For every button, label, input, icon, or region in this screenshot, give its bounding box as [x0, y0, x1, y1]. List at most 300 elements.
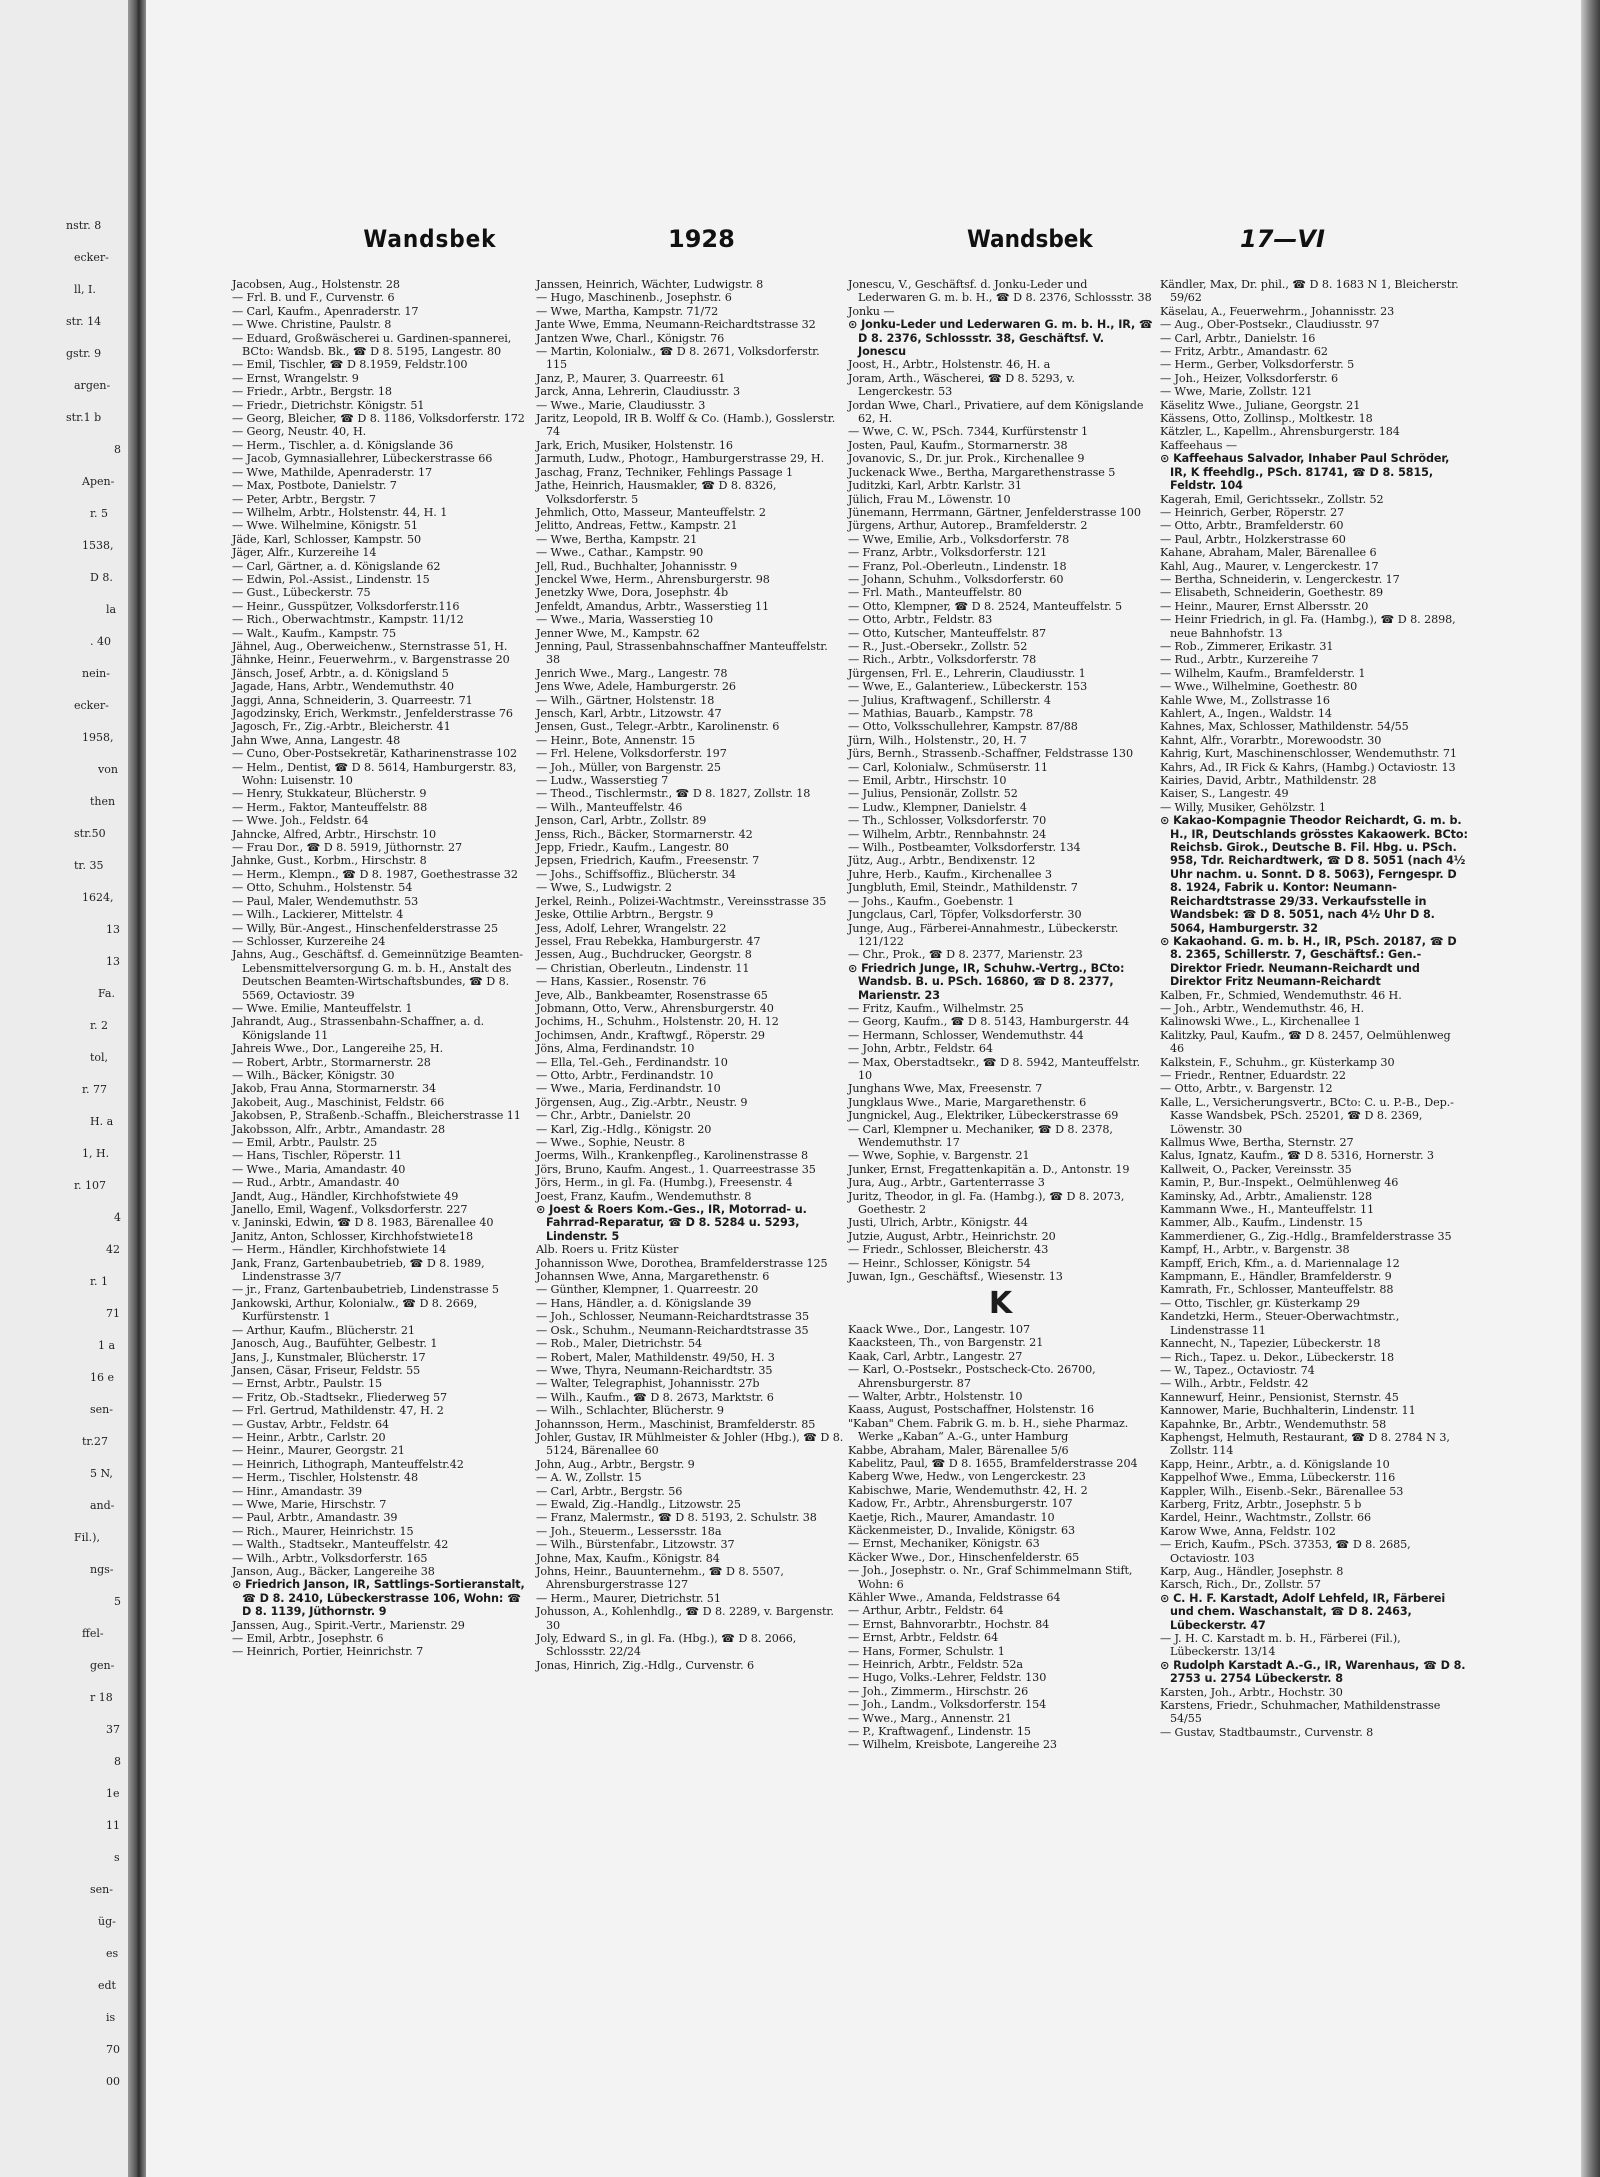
directory-entry: — Wwe., Marie, Claudiusstr. 3 [536, 398, 706, 412]
directory-entry: Käcker Wwe., Dor., Hinschenfelderstr. 65 [848, 1550, 1080, 1564]
directory-entry: Karberg, Fritz, Arbtr., Josephstr. 5 b [1160, 1497, 1362, 1511]
directory-entry: — Emil, Arbtr., Hirschstr. 10 [848, 774, 1007, 788]
directory-entry: — Chr., Arbtr., Danielstr. 20 [536, 1109, 691, 1123]
cropped-text-fragment: Fa. [98, 987, 115, 1000]
directory-entry: Johannsson, Herm., Maschinist, Bramfelderstr. 85 [536, 1417, 816, 1431]
directory-entry: — Rob., Zimmerer, Erikastr. 31 [1160, 639, 1334, 653]
directory-entry: — Arthur, Kaufm., Blücherstr. 21 [232, 1323, 415, 1337]
directory-entry: Kalkstein, F., Schuhm., gr. Küsterkamp 30 [1160, 1055, 1395, 1069]
directory-entry: Jochims, H., Schuhm., Holstenstr. 20, H. 12 [536, 1015, 779, 1029]
cropped-text-fragment: and- [90, 1499, 115, 1512]
cropped-text-fragment: str.1 b [66, 411, 102, 424]
directory-entry: — Ella, Tel.-Geh., Ferdinandstr. 10 [536, 1055, 728, 1069]
directory-entry: — Heinr., Maurer, Ernst Albersstr. 20 [1160, 599, 1369, 613]
directory-entry: — Fritz, Kaufm., Wilhelmstr. 25 [848, 1001, 1024, 1015]
directory-entry: Kampf, H., Arbtr., v. Bargenstr. 38 [1160, 1243, 1350, 1257]
directory-entry: Kalus, Ignatz, Kaufm., ☎ D 8. 5316, Hornerstr. 3 [1160, 1149, 1434, 1163]
directory-entry: Jäde, Karl, Schlosser, Kampstr. 50 [232, 532, 421, 546]
directory-entry: Kamin, P., Bur.-Inspekt., Oelmühlenweg 46 [1160, 1176, 1399, 1190]
cropped-text-fragment: s [114, 1851, 120, 1864]
directory-entry: Jelitto, Andreas, Fettw., Kampstr. 21 [536, 519, 738, 533]
directory-entry: — Ernst, Mechaniker, Königstr. 63 [848, 1537, 1040, 1551]
directory-entry: Jakobsen, P., Straßenb.-Schaffn., Bleicherstrasse 11 [232, 1109, 521, 1123]
directory-entry: Jürn, Wilh., Holstenstr., 20, H. 7 [848, 733, 1027, 747]
directory-entry: Kampff, Erich, Kfm., a. d. Mariennalage 12 [1160, 1256, 1400, 1270]
directory-entry: — John, Arbtr., Feldstr. 64 [848, 1042, 993, 1056]
directory-entry: Jakobeit, Aug., Maschinist, Feldstr. 66 [232, 1095, 445, 1109]
cropped-text-fragment: 1 a [98, 1339, 116, 1352]
cropped-text-fragment: 4 [114, 1211, 121, 1224]
directory-entry: Jungnickel, Aug., Elektriker, Lübeckerstrasse 69 [848, 1109, 1119, 1123]
directory-entry: — Georg, Bleicher, ☎ D 8. 1186, Volksdorferstr. 172 [232, 412, 525, 426]
cropped-text-fragment: ll, I. [74, 283, 96, 296]
directory-entry: Kannower, Marie, Buchhalterin, Lindenstr. 11 [1160, 1404, 1416, 1418]
directory-entry: Kampmann, E., Händler, Bramfelderstr. 9 [1160, 1270, 1392, 1284]
cropped-text-fragment: r. 5 [90, 507, 109, 520]
directory-entry: — Mathias, Bauarb., Kampstr. 78 [848, 707, 1034, 720]
directory-entry: — Ludw., Klempner, Danielstr. 4 [848, 800, 1027, 814]
cropped-text-fragment: ecker- [74, 251, 109, 264]
directory-entry: — Emil, Tischler, ☎ D 8.1959, Feldstr.100 [232, 358, 468, 372]
directory-entry: ⊙ Friedrich Junge, IR, Schuhw.-Vertrg., BCto: Wandsb. B. u. PSch. 16860, ☎ D 8. 2377, Marienstr. 23 [848, 961, 1125, 1002]
directory-entry: — Joh., Müller, von Bargenstr. 25 [536, 760, 721, 774]
directory-entry: Kammer, Alb., Kaufm., Lindenstr. 15 [1160, 1216, 1363, 1230]
directory-entry: Juwan, Ign., Geschäftsf., Wiesenstr. 13 [848, 1270, 1063, 1284]
directory-entry: — Georg, Neustr. 40, H. [232, 425, 367, 439]
directory-entry: ⊙ Kakao-Kompagnie Theodor Reichardt, G. m. b. H., IR, Deutschlands grösstes Kakaowerk. BCto: Reichsb. Girok., Deutsche B. Fil. Hbg. u. PSch. 958, Tdr. Reichardtwerk, ☎ D 8. 5051 (nach 4½ Uhr nachm. u. Sonnt. D 8. 5063), Ferngespr. D 8. 1924, Fabrik u. Kontor: Neumann-Reichardtstrasse 29/33. Verkaufsstelle in Wandsbek: ☎ D 8. 5051, nach 4½ Uhr D 8. 5064, Hamburgerstr. 32 [1160, 814, 1468, 935]
directory-entry: Jenning, Paul, Strassenbahnschaffner Manteuffelstr. 38 [536, 639, 828, 667]
directory-entry: Janson, Aug., Bäcker, Langereihe 38 [232, 1565, 435, 1578]
directory-entry: — Rob., Maler, Dietrichstr. 54 [536, 1337, 703, 1351]
cropped-text-fragment: es [106, 1947, 119, 1960]
directory-entry: — Otto, Arbtr., Ferdinandstr. 10 [536, 1068, 714, 1082]
directory-entry: — Carl, Kaufm., Apenraderstr. 17 [232, 304, 419, 318]
directory-entry: — Hans, Händler, a. d. Königslande 39 [536, 1296, 752, 1310]
directory-entry: — Franz, Arbtr., Volksdorferstr. 121 [848, 546, 1048, 560]
directory-entry: Alb. Roers u. Fritz Küster [536, 1243, 679, 1257]
cropped-text-fragment: 70 [106, 2043, 120, 2056]
directory-entry: Jell, Rud., Buchhalter, Johannisstr. 9 [536, 559, 738, 573]
directory-entry: Johler, Gustav, IR Mühlmeister & Johler (Hbg.), ☎ D 8. 5124, Bärenallee 60 [536, 1430, 844, 1458]
directory-entry: Kaffeehaus — [1160, 438, 1237, 452]
cropped-text-fragment: 5 N, [90, 1467, 113, 1480]
directory-entry: — Wwe, Thyra, Neumann-Reichardtstr. 35 [536, 1363, 773, 1377]
directory-entry: — Carl, Klempner u. Mechaniker, ☎ D 8. 2378, Wendemuthstr. 17 [848, 1122, 1113, 1149]
directory-entry: — Ewald, Zig.-Handlg., Litzowstr. 25 [536, 1497, 741, 1511]
directory-entry: Jessen, Aug., Buchdrucker, Georgstr. 8 [536, 948, 752, 962]
cropped-text-fragment: von [98, 763, 118, 776]
directory-entry: Jakob, Frau Anna, Stormarnerstr. 34 [232, 1082, 437, 1096]
directory-entry: Jarck, Anna, Lehrerin, Claudiusstr. 3 [536, 385, 740, 399]
directory-entry: Jagodzinsky, Erich, Werkmstr., Jenfelderstrasse 76 [232, 707, 513, 720]
directory-entry: Jacobsen, Aug., Holstenstr. 28 [232, 278, 400, 291]
directory-entry: Jehmlich, Otto, Masseur, Manteuffelstr. 2 [536, 505, 766, 519]
directory-entry: Kammann Wwe., H., Manteuffelstr. 11 [1160, 1203, 1375, 1217]
directory-entry: — Heinrich, Arbtr., Feldstr. 52a [848, 1658, 1023, 1672]
directory-entry: Kahnes, Max, Schlosser, Mathildenstr. 54/55 [1160, 720, 1409, 734]
directory-entry: — Gust., Lübeckerstr. 75 [232, 586, 371, 600]
directory-entry: — Wwe., Maria, Ferdinandstr. 10 [536, 1082, 721, 1096]
directory-entry: Jans, J., Kunstmaler, Blücherstr. 17 [232, 1350, 426, 1364]
directory-entry: Jähnke, Heinr., Feuerwehrm., v. Bargenstrasse 20 [232, 653, 510, 667]
directory-entry: — Theod., Tischlermstr., ☎ D 8. 1827, Zollstr. 18 [536, 787, 811, 801]
cropped-text-fragment: 37 [106, 1723, 120, 1736]
directory-entry: — Otto, Arbtr., Feldstr. 83 [848, 613, 993, 627]
directory-entry: — Wwe. Wilhelmine, Königstr. 51 [232, 519, 418, 533]
directory-entry: — Ernst, Arbtr., Paulstr. 15 [232, 1377, 383, 1391]
cropped-text-fragment: str. 14 [66, 315, 102, 328]
directory-entry: Jantzen Wwe, Charl., Königstr. 76 [536, 331, 725, 345]
directory-entry: Käckenmeister, D., Invalide, Königstr. 63 [848, 1523, 1076, 1537]
cropped-text-fragment: Apen- [82, 475, 115, 488]
directory-entry: — Otto, Arbtr., v. Bargenstr. 12 [1160, 1082, 1333, 1096]
running-title-right: Wandsbek [966, 225, 1093, 253]
directory-entry: Kairies, David, Arbtr., Mathildenstr. 28 [1160, 774, 1377, 788]
directory-entry: Josten, Paul, Kaufm., Stormarnerstr. 38 [848, 438, 1068, 452]
directory-entry: Kallweit, O., Packer, Vereinsstr. 35 [1160, 1162, 1352, 1176]
directory-entry: Jaggi, Anna, Schneiderin, 3. Quarreestr. 71 [232, 693, 473, 707]
directory-entry: ⊙ Joest & Roers Kom.-Ges., IR, Motorrad- u. Fahrrad-Reparatur, ☎ D 8. 5284 u. 5293, Lindenstr. 5 [536, 1203, 807, 1243]
directory-entry: Kabbe, Abraham, Maler, Bärenallee 5/6 [848, 1443, 1069, 1457]
directory-entry: — Wilhelm, Kreisbote, Langereihe 23 [848, 1738, 1057, 1752]
directory-entry: Käselitz Wwe., Juliane, Georgstr. 21 [1160, 398, 1361, 412]
directory-entry: Kapp, Heinr., Arbtr., a. d. Königslande 10 [1160, 1457, 1390, 1471]
directory-entry: Jansen, Cäsar, Friseur, Feldstr. 55 [232, 1363, 421, 1377]
directory-entry: — Frl. B. und F., Curvenstr. 6 [232, 291, 395, 305]
directory-entry: Johusson, A., Kohlenhdlg., ☎ D 8. 2289, v. Bargenstr. 30 [536, 1605, 834, 1632]
directory-entry: Jahreis Wwe., Dor., Langereihe 25, H. [232, 1042, 444, 1056]
running-year: 1928 [668, 225, 735, 253]
directory-entry: — Rud., Arbtr., Amandastr. 40 [232, 1176, 400, 1190]
directory-entry: ⊙ Kakaohand. G. m. b. H., IR, PSch. 20187, ☎ D 8. 2365, Schillerstr. 7, Geschäftsf.: Gen.-Direktor Friedr. Neumann-Reichardt und Direktor Fritz Neumann-Reichardt [1160, 934, 1457, 989]
directory-entry: Kahane, Abraham, Maler, Bärenallee 6 [1160, 546, 1377, 560]
cropped-text-fragment: D 8. [90, 571, 113, 584]
directory-entry: — Herm., Händler, Kirchhofstwiete 14 [232, 1243, 447, 1257]
directory-entry: — Frl. Helene, Volksdorferstr. 197 [536, 747, 727, 761]
directory-entry: ⊙ Jonku-Leder und Lederwaren G. m. b. H., IR, ☎ D 8. 2376, Schlossstr. 38, Geschäftsf. V. Jonescu [848, 318, 1153, 359]
cropped-text-fragment: 11 [106, 1819, 120, 1832]
directory-entry: — P., Kraftwagenf., Lindenstr. 15 [848, 1725, 1031, 1739]
directory-entry: — Ernst, Arbtr., Feldstr. 64 [848, 1631, 999, 1645]
cropped-text-fragment: ngs- [90, 1563, 114, 1576]
directory-column-3 [848, 278, 1153, 1752]
directory-entry: Kahlert, A., Ingen., Waldstr. 14 [1160, 707, 1332, 720]
directory-entry: Jungclaus, Carl, Töpfer, Volksdorferstr. 30 [848, 908, 1082, 922]
directory-entry: — Heinr., Arbtr., Carlstr. 20 [232, 1430, 386, 1444]
directory-entry: Jobmann, Otto, Verw., Ahrensburgerstr. 40 [536, 1001, 774, 1015]
directory-entry: Kappler, Wilh., Eisenb.-Sekr., Bärenallee 53 [1160, 1484, 1404, 1498]
cropped-text-fragment: r 18 [90, 1691, 113, 1704]
cropped-text-fragment: 1958, [82, 731, 114, 744]
directory-entry: Jülich, Frau M., Löwenstr. 10 [848, 492, 1011, 506]
directory-entry: — Walth., Stadtsekr., Manteuffelstr. 42 [232, 1538, 449, 1552]
directory-entry: — Otto, Kutscher, Manteuffelstr. 87 [848, 626, 1046, 640]
directory-entry: Jens Wwe, Adele, Hamburgerstr. 26 [536, 680, 736, 694]
directory-entry: Jöns, Alma, Ferdinandstr. 10 [536, 1042, 695, 1056]
cropped-text-fragment: gen- [90, 1659, 115, 1672]
directory-entry: — Frau Dor., ☎ D 8. 5919, Jüthornstr. 27 [232, 841, 462, 855]
directory-entry: — Osk., Schuhm., Neumann-Reichardtstrasse 35 [536, 1323, 809, 1337]
directory-entry: Jürgensen, Frl. E., Lehrerin, Claudiusstr. 1 [848, 666, 1086, 680]
directory-entry: — Emil, Arbtr., Josephstr. 6 [232, 1632, 384, 1646]
directory-entry: — Wilh., Schlachter, Blücherstr. 9 [536, 1404, 724, 1418]
directory-entry: — Joh., Arbtr., Wendemuthstr. 46, H. [1160, 1001, 1364, 1015]
directory-entry: — Wwe. Joh., Feldstr. 64 [232, 814, 369, 828]
directory-entry: — Helm., Dentist, ☎ D 8. 5614, Hamburgerstr. 83, Wohn: Luisenstr. 10 [232, 760, 517, 788]
directory-entry: Jörs, Bruno, Kaufm. Angest., 1. Quarreestrasse 35 [536, 1162, 816, 1176]
directory-entry: Jank, Franz, Gartenbaubetrieb, ☎ D 8. 1989, Lindenstrasse 3/7 [232, 1256, 485, 1284]
directory-entry: — Karl, Zig.-Hdlg., Königstr. 20 [536, 1122, 712, 1136]
directory-entry: Joost, H., Arbtr., Holstenstr. 46, H. a [848, 358, 1051, 372]
directory-entry: — Ernst, Bahnvorarbtr., Hochstr. 84 [848, 1617, 1050, 1631]
directory-entry: Joram, Arth., Wäscherei, ☎ D 8. 5293, v. Lengerckestr. 53 [848, 371, 1075, 399]
directory-entry: Juditzki, Karl, Arbtr. Karlstr. 31 [848, 479, 1022, 493]
directory-entry: Kannecht, N., Tapezier, Lübeckerstr. 18 [1160, 1337, 1381, 1351]
directory-entry: Jenrich Wwe., Marg., Langestr. 78 [536, 666, 728, 680]
directory-entry: Kappelhof Wwe., Emma, Lübeckerstr. 116 [1160, 1471, 1396, 1485]
directory-entry: Kässens, Otto, Zollinsp., Moltkestr. 18 [1160, 412, 1373, 426]
directory-entry: — Carl, Arbtr., Danielstr. 16 [1160, 331, 1316, 345]
cropped-text-fragment: gstr. 9 [66, 347, 102, 360]
directory-entry: — Herm., Tischler, a. d. Königslande 36 [232, 438, 454, 452]
directory-entry: — Joh., Landm., Volksdorferstr. 154 [848, 1698, 1047, 1712]
directory-entry: Junghans Wwe, Max, Freesenstr. 7 [848, 1082, 1043, 1096]
directory-entry: Kabelitz, Paul, ☎ D 8. 1655, Bramfelderstrasse 204 [848, 1456, 1138, 1470]
directory-entry: Jeske, Ottilie Arbtrn., Bergstr. 9 [536, 908, 714, 922]
cropped-text-fragment: 1, H. [82, 1147, 110, 1160]
directory-entry: — Edwin, Pol.-Assist., Lindenstr. 15 [232, 572, 430, 586]
directory-entry: Jark, Erich, Musiker, Holstenstr. 16 [536, 438, 733, 452]
cropped-text-fragment: 16 e [90, 1371, 115, 1384]
cropped-text-fragment: then [90, 795, 116, 808]
directory-entry: — Martin, Kolonialw., ☎ D 8. 2671, Volksdorferstr. 115 [536, 345, 820, 372]
directory-entry: — Robert, Maler, Mathildenstr. 49/50, H. 3 [536, 1350, 775, 1364]
directory-entry: Kapahnke, Br., Arbtr., Wendemuthstr. 58 [1160, 1417, 1387, 1431]
directory-entry: Jungbluth, Emil, Steindr., Mathildenstr. 7 [848, 881, 1078, 895]
directory-entry: — Wwe. Emilie, Manteuffelstr. 1 [232, 1001, 413, 1015]
cropped-text-fragment: ffel- [82, 1627, 104, 1640]
column-3-j-entries [848, 278, 1153, 1283]
cropped-text-fragment: 8 [114, 1755, 121, 1768]
directory-entry: Jäger, Alfr., Kurzereihe 14 [232, 546, 377, 560]
cropped-text-fragment: tr.27 [82, 1435, 108, 1448]
cropped-text-fragment: 8 [114, 443, 121, 456]
directory-entry: Jankowski, Arthur, Kolonialw., ☎ D 8. 2669, Kurfürstenstr. 1 [232, 1296, 478, 1324]
directory-entry: — Paul, Arbtr., Amandastr. 39 [232, 1511, 398, 1525]
directory-entry: Karsch, Rich., Dr., Zollstr. 57 [1160, 1578, 1321, 1592]
directory-entry: John, Aug., Arbtr., Bergstr. 9 [536, 1457, 695, 1471]
directory-entry: — A. W., Zollstr. 15 [536, 1471, 642, 1485]
directory-entry: Juhre, Herb., Kaufm., Kirchenallee 3 [848, 867, 1052, 881]
cropped-text-fragment: r. 2 [90, 1019, 109, 1032]
directory-entry: — Max, Postbote, Danielstr. 7 [232, 479, 397, 493]
directory-entry: — Otto, Klempner, ☎ D 8. 2524, Manteuffelstr. 5 [848, 599, 1122, 613]
book-gutter [128, 0, 146, 2177]
directory-entry: Joerms, Wilh., Krankenpfleg., Karolinenstrasse 8 [536, 1149, 809, 1163]
directory-entry: — Paul, Maler, Wendemuthstr. 53 [232, 894, 419, 908]
directory-entry: Janello, Emil, Wagenf., Volksdorferstr. 227 [232, 1203, 468, 1217]
directory-entry: Kaak, Carl, Arbtr., Langestr. 27 [848, 1349, 1023, 1363]
directory-entry: — Hans, Tischler, Röperstr. 11 [232, 1149, 402, 1163]
page-number: 17—VI [1240, 225, 1325, 253]
directory-entry: Kahl, Aug., Maurer, v. Lengerckestr. 17 [1160, 559, 1379, 573]
directory-entry: — Joh., Zimmerm., Hirschstr. 26 [848, 1684, 1029, 1698]
directory-column-1 [232, 278, 532, 1659]
directory-entry: — Walt., Kaufm., Kampstr. 75 [232, 626, 397, 640]
directory-entry: Johne, Max, Kaufm., Königstr. 84 [536, 1551, 720, 1565]
cropped-text-fragment: r. 107 [74, 1179, 107, 1192]
cropped-text-fragment: sen- [90, 1403, 113, 1416]
cropped-text-fragment: tr. 35 [74, 859, 104, 872]
directory-entry: — Wwe, S., Ludwigstr. 2 [536, 881, 672, 895]
directory-entry: — Hugo, Volks.-Lehrer, Feldstr. 130 [848, 1671, 1047, 1685]
directory-entry: Kalitzky, Paul, Kaufm., ☎ D 8. 2457, Oelmühlenweg 46 [1160, 1028, 1451, 1056]
directory-entry: — Fritz, Arbtr., Amandastr. 62 [1160, 345, 1328, 359]
directory-entry: — Eduard, Großwäscherei u. Gardinen-spannerei, BCto: Wandsb. Bk., ☎ D 8. 5195, Langestr. 80 [232, 331, 512, 359]
directory-entry: — Wwe, E., Galanteriew., Lübeckerstr. 153 [848, 680, 1088, 694]
directory-entry: — Gustav, Stadtbaumstr., Curvenstr. 8 [1160, 1725, 1374, 1739]
directory-entry: — Erich, Kaufm., PSch. 37353, ☎ D 8. 2685, Octaviostr. 103 [1160, 1538, 1411, 1565]
directory-entry: — Wwe, Marie, Hirschstr. 7 [232, 1497, 387, 1511]
directory-entry: — Hans, Former, Schulstr. 1 [848, 1644, 1005, 1658]
directory-entry: Jaritz, Leopold, IR B. Wolff & Co. (Hamb.), Gosslerstr. 74 [536, 412, 836, 439]
directory-entry: Jahnke, Gust., Korbm., Hirschstr. 8 [232, 854, 427, 868]
cropped-text-fragment: nstr. 8 [66, 219, 102, 232]
directory-entry: Janosch, Aug., Baufühter, Gelbestr. 1 [232, 1337, 438, 1351]
directory-entry: — Wwe, Marie, Zollstr. 121 [1160, 385, 1313, 399]
directory-entry: Justi, Ulrich, Arbtr., Königstr. 44 [848, 1216, 1028, 1230]
directory-entry: Jenckel Wwe, Herm., Ahrensburgerstr. 98 [536, 572, 770, 586]
cropped-text-fragment: üg- [98, 1915, 116, 1928]
directory-entry: — Wwe. Christine, Paulstr. 8 [232, 318, 392, 332]
directory-entry: — Herm., Maurer, Dietrichstr. 51 [536, 1591, 721, 1605]
cropped-text-fragment: r. 1 [90, 1275, 109, 1288]
directory-entry: Jütz, Aug., Arbtr., Bendixenstr. 12 [848, 854, 1036, 868]
directory-entry: — Hinr., Amandastr. 39 [232, 1484, 362, 1498]
directory-entry: Jonku — [848, 304, 895, 318]
directory-entry: — Otto, Schuhm., Holstenstr. 54 [232, 881, 413, 895]
directory-entry: Kardel, Heinr., Wachtmstr., Zollstr. 66 [1160, 1511, 1372, 1525]
directory-entry: — Emil, Arbtr., Paulstr. 25 [232, 1136, 378, 1149]
directory-entry: Kaberg Wwe, Hedw., von Lengerckestr. 23 [848, 1470, 1086, 1484]
cropped-text-fragment: sen- [90, 1883, 113, 1896]
directory-entry: Käselau, A., Feuerwehrm., Johannisstr. 23 [1160, 304, 1395, 318]
directory-entry: Juritz, Theodor, in gl. Fa. (Hambg.), ☎ D 8. 2073, Goethestr. 2 [848, 1189, 1125, 1217]
directory-entry: — Otto, Arbtr., Bramfelderstr. 60 [1160, 519, 1344, 533]
directory-entry: Jahncke, Alfred, Arbtr., Hirschstr. 10 [232, 827, 437, 841]
directory-entry: Joest, Franz, Kaufm., Wendemuthstr. 8 [536, 1189, 752, 1203]
directory-entry: Jepsen, Friedrich, Kaufm., Freesenstr. 7 [536, 854, 760, 868]
directory-entry: — Arthur, Arbtr., Feldstr. 64 [848, 1604, 1004, 1618]
directory-entry: — Heinrich, Lithograph, Manteuffelstr.42 [232, 1457, 464, 1471]
page-edge [1581, 0, 1600, 2177]
directory-entry: Kätzler, L., Kapellm., Ahrensburgerstr. 184 [1160, 425, 1400, 439]
directory-entry: — jr., Franz, Gartenbaubetrieb, Lindenstrasse 5 [232, 1283, 499, 1297]
directory-entry: — Schlosser, Kurzereihe 24 [232, 934, 386, 948]
directory-entry: — Rich., Tapez. u. Dekor., Lübeckerstr. 18 [1160, 1350, 1395, 1364]
directory-entry: Junker, Ernst, Fregattenkapitän a. D., Antonstr. 19 [848, 1162, 1130, 1176]
directory-entry: — Franz, Pol.-Oberleutn., Lindenstr. 18 [848, 559, 1067, 573]
cropped-text-fragment: tol, [90, 1051, 109, 1064]
directory-entry: — Gustav, Arbtr., Feldstr. 64 [232, 1417, 390, 1431]
directory-entry: — Georg, Kaufm., ☎ D 8. 5143, Hamburgerstr. 44 [848, 1015, 1130, 1029]
directory-entry: Kammerdiener, G., Zig.-Hdlg., Bramfelderstrasse 35 [1160, 1229, 1452, 1243]
directory-entry: Jonescu, V., Geschäftsf. d. Jonku-Leder und Lederwaren G. m. b. H., ☎ D 8. 2376, Schlossstr. 38 [848, 278, 1152, 305]
directory-entry: Jörs, Herm., in gl. Fa. (Humbg.), Freesenstr. 4 [536, 1176, 793, 1190]
directory-entry: Jochimsen, Andr., Kraftwgf., Röperstr. 29 [536, 1028, 765, 1042]
cropped-text-fragment: . 40 [90, 635, 111, 648]
directory-entry: Jess, Adolf, Lehrer, Wrangelstr. 22 [536, 921, 727, 935]
directory-entry: Junge, Aug., Färberei-Annahmestr., Lübeckerstr. 121/122 [848, 921, 1119, 948]
cropped-text-fragment: 1624, [82, 891, 114, 904]
directory-entry: — Carl, Gärtner, a. d. Königslande 62 [232, 559, 441, 573]
cropped-text-fragment: la [106, 603, 117, 616]
directory-entry: Jarmuth, Ludw., Photogr., Hamburgerstrasse 29, H. [536, 452, 825, 466]
directory-entry: — Wwe., Sophie, Neustr. 8 [536, 1136, 685, 1149]
directory-entry: — Wilhelm, Arbtr., Holstenstr. 44, H. 1 [232, 505, 448, 519]
directory-entry: Jenner Wwe, M., Kampstr. 62 [536, 626, 700, 640]
directory-entry: — Heinr., Maurer, Georgstr. 21 [232, 1444, 405, 1458]
directory-entry: Jandt, Aug., Händler, Kirchhofstwiete 49 [232, 1189, 459, 1203]
directory-entry: Jordan Wwe, Charl., Privatiere, auf dem Königslande 62, H. [848, 398, 1144, 426]
cropped-text-fragment: Fil.), [74, 1531, 100, 1544]
directory-entry: Kaphengst, Helmuth, Restaurant, ☎ D 8. 2784 N 3, Zollstr. 114 [1160, 1430, 1450, 1458]
directory-entry: Jonas, Hinrich, Zig.-Hdlg., Curvenstr. 6 [536, 1658, 755, 1672]
directory-entry: Kadow, Fr., Arbtr., Ahrensburgerstr. 107 [848, 1497, 1073, 1511]
directory-entry: — Joh., Steuerm., Lessersstr. 18a [536, 1524, 722, 1538]
directory-entry: Jensen, Gust., Telegr.-Arbtr., Karolinenstr. 6 [536, 720, 780, 734]
directory-entry: Jathe, Heinrich, Hausmakler, ☎ D 8. 8326, Volksdorferstr. 5 [536, 479, 777, 506]
directory-entry: — Julius, Kraftwagenf., Schillerstr. 4 [848, 693, 1051, 707]
directory-entry: — Hans, Kassier., Rosenstr. 76 [536, 975, 707, 989]
directory-entry: Karow Wwe, Anna, Feldstr. 102 [1160, 1524, 1336, 1538]
directory-entry: Kahnt, Alfr., Vorarbtr., Morewoodstr. 30 [1160, 733, 1382, 747]
directory-entry: Jürgens, Arthur, Autorep., Bramfelderstr. 2 [848, 519, 1088, 533]
directory-entry: ⊙ Kaffeehaus Salvador, Inhaber Paul Schröder, IR, K ffeehdlg., PSch. 81741, ☎ D 8. 5815, Feldstr. 104 [1160, 452, 1450, 493]
directory-entry: Jagade, Hans, Arbtr., Wendemuthstr. 40 [232, 680, 454, 694]
directory-entry: — Friedr., Dietrichstr. Königstr. 51 [232, 398, 425, 412]
directory-entry: — Johann, Schuhm., Volksdorferstr. 60 [848, 572, 1064, 586]
directory-entry: Jahn Wwe, Anna, Langestr. 48 [232, 733, 401, 747]
cropped-text-fragment: ecker- [74, 699, 109, 712]
directory-entry: — Johs., Kaufm., Goebenstr. 1 [848, 894, 1015, 908]
directory-entry: — Frl. Gertrud, Mathildenstr. 47, H. 2 [232, 1404, 444, 1418]
directory-entry: — Heinrich, Gerber, Röperstr. 27 [1160, 505, 1345, 519]
directory-entry: Kahrig, Kurt, Maschinenschlosser, Wendemuthstr. 71 [1160, 747, 1457, 761]
directory-entry: — Th., Schlosser, Volksdorferstr. 70 [848, 814, 1047, 828]
cropped-text-fragment: nein- [82, 667, 110, 680]
adjacent-page-fragment [0, 0, 128, 2177]
directory-entry: — Heinr., Schlosser, Königstr. 54 [848, 1256, 1031, 1270]
directory-entry: Joly, Edward S., in gl. Fa. (Hbg.), ☎ D 8. 2066, Schlossstr. 22/24 [536, 1632, 797, 1659]
directory-entry: — Wilh., Manteuffelstr. 46 [536, 800, 683, 814]
directory-entry: — Rud., Arbtr., Kurzereihe 7 [1160, 653, 1319, 667]
cropped-text-fragment: 00 [106, 2075, 120, 2088]
directory-entry: Kamrath, Fr., Schlosser, Manteuffelstr. 88 [1160, 1283, 1394, 1297]
directory-entry: Jakobsson, Alfr., Arbtr., Amandastr. 28 [232, 1122, 446, 1136]
directory-entry: Juckenack Wwe., Bertha, Margarethenstrasse 5 [848, 465, 1116, 479]
directory-entry: — Hermann, Schlosser, Wendemuthstr. 44 [848, 1028, 1084, 1042]
directory-entry: Jünemann, Herrmann, Gärtner, Jenfelderstrasse 100 [848, 505, 1141, 519]
cropped-text-fragment: 13 [106, 923, 120, 936]
directory-entry: Kändler, Max, Dr. phil., ☎ D 8. 1683 N 1, Bleicherstr. 59/62 [1160, 278, 1459, 305]
directory-entry: Kaiser, S., Langestr. 49 [1160, 787, 1289, 801]
directory-entry: — Rich., Arbtr., Volksdorferstr. 78 [848, 653, 1037, 667]
directory-entry: — Julius, Pensionär, Zollstr. 52 [848, 787, 1018, 801]
directory-entry: Jagosch, Fr., Zig.-Arbtr., Bleicherstr. 41 [232, 720, 451, 734]
cropped-text-fragment: str.50 [74, 827, 106, 840]
directory-entry: Janssen, Aug., Spirit.-Vertr., Marienstr. 29 [232, 1618, 465, 1632]
